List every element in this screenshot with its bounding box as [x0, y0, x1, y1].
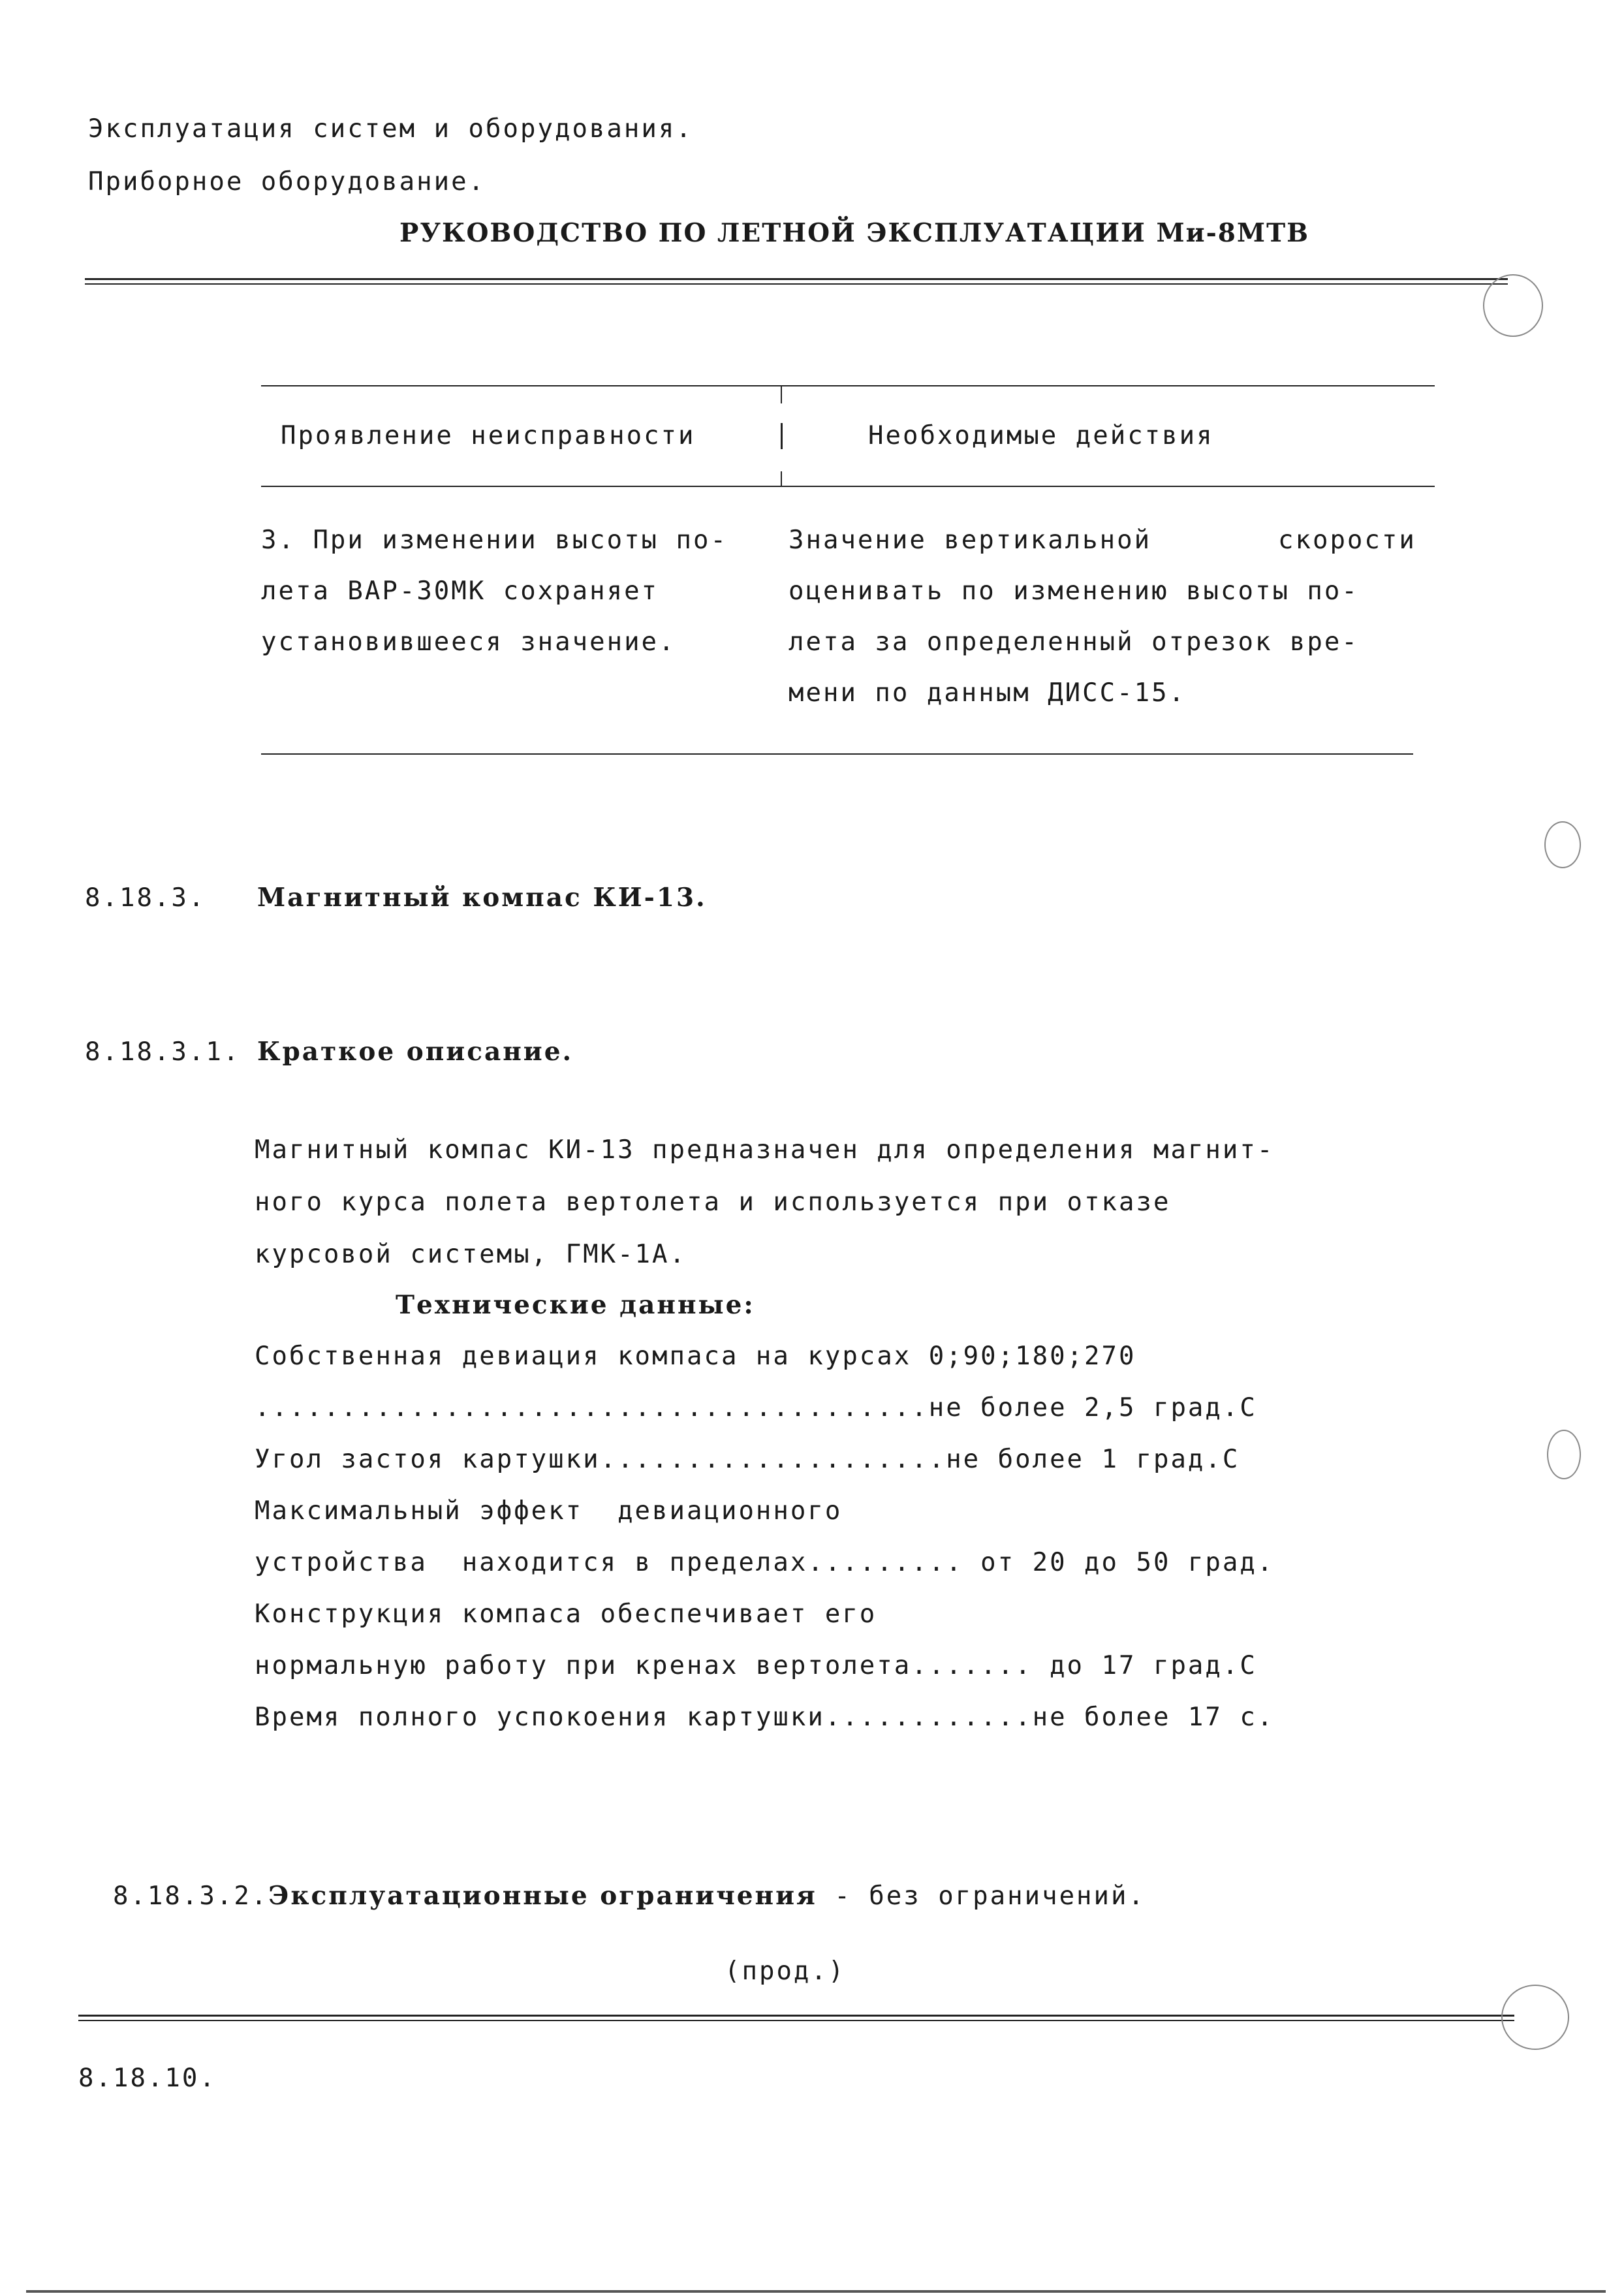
- punch-hole: [1501, 1985, 1569, 2050]
- spec-line: Угол застоя картушки....................не более 1 град.С: [255, 1445, 1240, 1474]
- punch-hole: [1547, 1430, 1581, 1479]
- footer-divider-bottom: [78, 2020, 1514, 2021]
- header-line-2: Приборное оборудование.: [88, 167, 486, 197]
- table-bottom-border: [261, 753, 1413, 755]
- fault-line-2: лета ВАР-30МК сохраняет: [261, 576, 659, 606]
- subsection-title: Краткое описание.: [257, 1037, 574, 1067]
- spec-line: Максимальный эффект девиационного: [255, 1496, 843, 1526]
- footer-divider-top: [78, 2015, 1514, 2017]
- table-top-border: [261, 385, 1435, 386]
- table-col-divider-bottom: [781, 471, 782, 487]
- section-number: 8.18.3.: [85, 883, 206, 913]
- spec-line: нормальную работу при кренах вертолета....... до 17 град.С: [255, 1651, 1257, 1680]
- fault-line-1: 3. При изменении высоты по-: [261, 526, 728, 555]
- subsection-number: 8.18.3.1.: [85, 1037, 241, 1067]
- action-line-2: оценивать по изменению высоты по-: [789, 576, 1359, 606]
- scan-edge: [26, 2290, 1606, 2293]
- continued-label: (прод.): [725, 1957, 846, 1986]
- table-header-action: Необходимые действия: [868, 421, 1214, 450]
- punch-hole: [1483, 274, 1543, 337]
- subsection-number-text: 8.18.3.2.: [112, 1881, 269, 1911]
- action-line-1a: Значение вертикальной: [789, 526, 1152, 555]
- spec-line: Собственная девиация компаса на курсах 0;90;180;270: [255, 1342, 1136, 1371]
- table-col-divider-top: [781, 385, 782, 403]
- section-title: Магнитный компас КИ-13.: [257, 883, 707, 913]
- table-header-border: [261, 486, 1435, 487]
- spec-line: устройства находится в пределах......... от 20 до 50 град.: [255, 1548, 1275, 1577]
- document-title: РУКОВОДСТВО ПО ЛЕТНОЙ ЭКСПЛУАТАЦИИ Ми-8МТВ: [399, 218, 1310, 248]
- subsection-rest: - без ограничений.: [817, 1881, 1146, 1911]
- action-line-4: мени по данным ДИСС-15.: [789, 678, 1187, 708]
- subsection-title: Эксплуатационные ограничения: [268, 1881, 817, 1911]
- header-divider-top: [85, 278, 1508, 280]
- description-line-3: курсовой системы, ГМК-1А.: [255, 1240, 687, 1269]
- action-line-1b: скорости: [1278, 526, 1416, 555]
- subsection-number: [78, 1858, 1146, 1909]
- table-col-divider: [781, 423, 783, 449]
- spec-line: Время полного успокоения картушки............не более 17 с.: [255, 1703, 1275, 1732]
- action-line-3: лета за определенный отрезок вре-: [789, 627, 1359, 657]
- fault-line-3: установившееся значение.: [261, 627, 676, 657]
- header-line-1: Эксплуатация систем и оборудования.: [88, 114, 693, 144]
- spec-line: .......................................не более 2,5 град.С: [255, 1393, 1257, 1423]
- header-divider-bottom: [85, 283, 1508, 285]
- page-number: 8.18.10.: [78, 2064, 217, 2093]
- punch-hole: [1544, 821, 1581, 868]
- table-header-fault: Проявление неисправности: [281, 421, 696, 450]
- description-line-1: Магнитный компас КИ-13 предназначен для определения магнит-: [255, 1135, 1275, 1165]
- description-line-2: ного курса полета вертолета и используется при отказе: [255, 1187, 1171, 1217]
- spec-line: Конструкция компаса обеспечивает его: [255, 1599, 877, 1629]
- specs-heading: Технические данные:: [396, 1290, 755, 1320]
